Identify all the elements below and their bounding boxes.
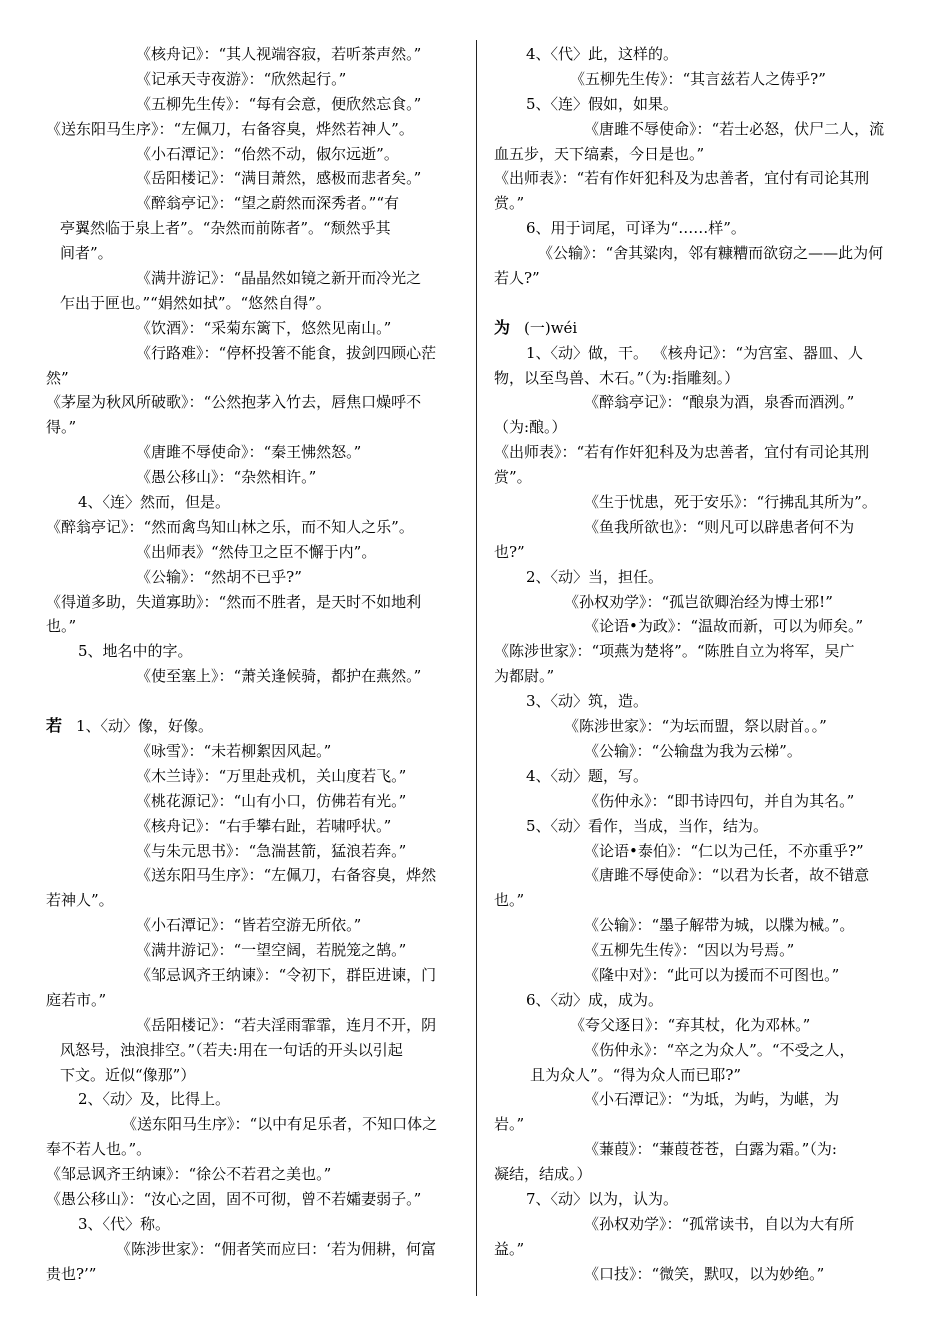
text-line xyxy=(494,739,908,764)
line-text: 若神人”。 xyxy=(46,891,114,910)
text-line xyxy=(46,988,460,1013)
text-line xyxy=(494,1237,908,1262)
line-text: 贵也?’” xyxy=(46,1264,97,1283)
line-text: 《核舟记》：“右手攀右趾，若啸呼状。” xyxy=(136,816,392,835)
line-text: 《唐雎不辱使命》：“秦王怫然怒。” xyxy=(136,443,362,462)
line-text: 也。” xyxy=(494,891,525,910)
line-text: 岩。” xyxy=(494,1115,525,1134)
text-line xyxy=(46,515,460,540)
line-text: 《小石潭记》：“为坻，为屿，为嵁，为 xyxy=(584,1090,840,1109)
text-line xyxy=(46,1038,460,1063)
line-text: 《五柳先生传》：“其言兹若人之俦乎?” xyxy=(570,69,826,88)
text-line xyxy=(46,166,460,191)
line-text: 《桃花源记》：“山有小口，仿佛若有光。” xyxy=(136,791,407,810)
text-line xyxy=(494,590,908,615)
text-line xyxy=(494,1087,908,1112)
line-text: 《咏雪》：“未若柳絮因风起。” xyxy=(136,741,332,760)
text-line xyxy=(46,92,460,117)
text-line xyxy=(46,814,460,839)
text-line xyxy=(46,789,460,814)
text-line xyxy=(494,639,908,664)
text-line xyxy=(46,67,460,92)
line-text: 也。” xyxy=(46,617,77,636)
text-line xyxy=(494,839,908,864)
text-line xyxy=(494,789,908,814)
line-text: 且为众人”。“得为众人而已耶?” xyxy=(530,1065,742,1084)
text-line xyxy=(494,913,908,938)
text-line xyxy=(494,689,908,714)
text-line xyxy=(46,639,460,664)
text-line xyxy=(494,888,908,913)
text-line xyxy=(46,266,460,291)
line-text: 《核舟记》：“其人视端容寂，若听茶声然。” xyxy=(136,45,422,63)
line-text: 7、〈动〉以为，认为。 xyxy=(526,1189,679,1208)
text-line xyxy=(494,415,908,440)
text-line xyxy=(494,142,908,167)
line-text: 3、〈代〉称。 xyxy=(78,1214,171,1233)
line-text: 4、〈代〉此，这样的。 xyxy=(526,45,679,63)
line-text: 血五步，天下缟素，今日是也。” xyxy=(494,144,705,163)
line-text: 《小石潭记》：“皆若空游无所依。” xyxy=(136,916,362,935)
text-line xyxy=(46,366,460,391)
line-text: 下文。近似“像那”） xyxy=(60,1065,196,1084)
text-line xyxy=(494,714,908,739)
line-text: 益。” xyxy=(494,1239,525,1258)
line-text: 《岳阳楼记》：“若夫淫雨霏霏，连月不开，阴 xyxy=(136,1015,437,1034)
line-text: 《伤仲永》：“即书诗四句，并自为其名。” xyxy=(584,791,855,810)
text-line xyxy=(494,814,908,839)
text-line xyxy=(46,938,460,963)
line-text: 6、〈动〉成，成为。 xyxy=(526,990,664,1009)
line-text: 《邹忌讽齐王纳谏》：“徐公不若君之美也。” xyxy=(46,1165,332,1184)
line-text: 《陈涉世家》：“为坛而盟，祭以尉首。。” xyxy=(564,717,827,736)
line-text: 《公输》：“舍其粱肉，邻有糠糟而欲窃之——此为何 xyxy=(538,244,884,263)
text-line xyxy=(46,839,460,864)
line-text: 《陈涉世家》：“项燕为楚将”。“陈胜自立为将军，吴广 xyxy=(494,642,855,661)
text-line xyxy=(46,590,460,615)
text-line xyxy=(46,291,460,316)
text-line xyxy=(46,1063,460,1088)
text-line xyxy=(494,67,908,92)
entry-heading-line xyxy=(46,714,460,739)
line-text: 《五柳先生传》：“因以为号焉。” xyxy=(584,941,795,960)
line-text: 《茅屋为秋风所破歌》：“公然抱茅入竹去，唇焦口燥呼不 xyxy=(46,393,422,412)
text-line xyxy=(494,540,908,565)
text-line xyxy=(46,1262,460,1287)
line-text: 奉不若人也。”。 xyxy=(46,1140,152,1159)
headword: 为 xyxy=(494,317,511,337)
headword: 若 xyxy=(46,716,63,736)
text-line xyxy=(46,390,460,415)
text-line xyxy=(494,1038,908,1063)
line-text: 2、〈动〉当，担任。 xyxy=(526,567,664,586)
text-line xyxy=(46,540,460,565)
line-text: 1、〈动〉做，干。 《核舟记》：“为宫室、器皿、人 xyxy=(526,343,863,362)
text-line xyxy=(46,739,460,764)
line-text: 5、〈连〉假如，如果。 xyxy=(526,94,679,113)
text-line xyxy=(46,689,460,714)
text-line xyxy=(46,664,460,689)
text-line xyxy=(494,1262,908,1287)
line-text: 乍出于匣也。”“娟然如拭”。“悠然自得”。 xyxy=(60,293,331,312)
line-text: 庭若市。” xyxy=(46,990,107,1009)
text-line xyxy=(494,1137,908,1162)
text-line xyxy=(46,117,460,142)
text-line xyxy=(494,390,908,415)
line-text: 《送东阳马生序》：“左佩刀，右备容臭，烨然 xyxy=(136,866,437,885)
line-text: 《与朱元思书》：“急湍甚箭，猛浪若奔。” xyxy=(136,841,407,860)
text-line xyxy=(494,1063,908,1088)
text-line xyxy=(494,1112,908,1137)
text-line xyxy=(494,191,908,216)
line-text: 间者”。 xyxy=(60,244,113,263)
line-text: 《愚公移山》：“杂然相许。” xyxy=(136,468,317,487)
line-text: 《醉翁亭记》：“然而禽鸟知山林之乐，而不知人之乐”。 xyxy=(46,517,414,536)
text-line xyxy=(494,241,908,266)
text-line xyxy=(46,440,460,465)
line-text: 《记承天寺夜游》：“欣然起行。” xyxy=(136,69,347,88)
line-text: 《论语•为政》：“温故而新，可以为师矣。” xyxy=(584,617,864,636)
right-column xyxy=(494,42,908,1287)
line-text: 《夸父逐日》：“弃其杖，化为邓林。” xyxy=(570,1015,811,1034)
line-text: （为:酿。） xyxy=(494,418,567,437)
text-line xyxy=(46,764,460,789)
line-text: 亭翼然临于泉上者”。“杂然而前陈者”。“颓然乎其 xyxy=(60,219,391,238)
text-line xyxy=(494,440,908,465)
text-line xyxy=(46,888,460,913)
text-line xyxy=(46,614,460,639)
text-line xyxy=(46,216,460,241)
line-text: 《孙权劝学》：“孤常读书，自以为大有所 xyxy=(584,1214,855,1233)
text-line xyxy=(494,465,908,490)
text-line xyxy=(494,366,908,391)
line-text: 《伤仲永》：“卒之为众人”。“不受之人， xyxy=(584,1040,855,1059)
line-text: 《公输》：“墨子解带为城，以牒为械。”。 xyxy=(584,916,855,935)
text-line xyxy=(494,117,908,142)
entry-heading-line xyxy=(494,316,908,341)
line-text: 《木兰诗》：“万里赴戎机，关山度若飞。” xyxy=(136,766,407,785)
line-text: 《小石潭记》：“佁然不动，俶尔远逝”。 xyxy=(136,144,399,163)
text-line xyxy=(494,863,908,888)
line-text: 《满井游记》：“晶晶然如镜之新开而冷光之 xyxy=(136,269,422,288)
line-text: 《使至塞上》：“萧关逢候骑，都护在燕然。” xyxy=(136,667,422,686)
text-line xyxy=(494,988,908,1013)
line-text: 《蒹葭》：“蒹葭苍苍，白露为霜。”（为: xyxy=(584,1140,837,1159)
line-text: 《醉翁亭记》：“望之蔚然而深秀者。”“有 xyxy=(136,194,400,213)
line-text: 《岳阳楼记》：“满目萧然，感极而悲者矣。” xyxy=(136,169,422,188)
line-text: 然” xyxy=(46,368,69,387)
text-line xyxy=(46,565,460,590)
line-text: 物，以至鸟兽、木石。”（为:指雕刻。） xyxy=(494,368,740,387)
line-text: 凝结，结成。） xyxy=(494,1165,592,1184)
line-text: 《五柳先生传》：“每有会意，便欣然忘食。” xyxy=(136,94,422,113)
line-text: 《得道多助，失道寡助》：“然而不胜者，是天时不如地利 xyxy=(46,592,422,611)
text-line xyxy=(46,241,460,266)
line-text: 《论语•泰伯》：“仁以为己任，不亦重乎?” xyxy=(584,841,864,860)
text-line xyxy=(46,863,460,888)
line-text: 若人?” xyxy=(494,269,540,288)
line-text: 4、〈动〉题，写。 xyxy=(526,766,649,785)
text-line xyxy=(46,963,460,988)
text-line xyxy=(494,565,908,590)
text-line xyxy=(46,142,460,167)
text-line xyxy=(494,92,908,117)
line-text: 《邹忌讽齐王纳谏》：“令初下，群臣进谏，门 xyxy=(136,965,437,984)
line-text: 《出师表》：“若有作奸犯科及为忠善者，宜付有司论其刑 xyxy=(494,169,870,188)
line-text: 《愚公移山》：“汝心之固，固不可彻，曾不若孀妻弱子。” xyxy=(46,1189,422,1208)
text-line xyxy=(46,465,460,490)
line-text: 《送东阳马生序》：“以中有足乐者，不知口体之 xyxy=(122,1115,438,1134)
line-text: 《醉翁亭记》：“酿泉为酒，泉香而酒洌。” xyxy=(584,393,855,412)
line-text: 《送东阳马生序》：“左佩刀，右备容臭，烨然若神人”。 xyxy=(46,119,414,138)
text-line xyxy=(494,1162,908,1187)
line-text: 《公输》：“然胡不已乎?” xyxy=(136,567,302,586)
line-text: 《饮酒》：“采菊东篱下，悠然见南山。” xyxy=(136,318,392,337)
text-line xyxy=(46,1137,460,1162)
line-text: 《公输》：“公输盘为我为云梯”。 xyxy=(584,741,802,760)
text-line xyxy=(494,490,908,515)
text-line xyxy=(46,341,460,366)
text-line xyxy=(494,266,908,291)
line-text: 《唐雎不辱使命》：“以君为长者，故不错意 xyxy=(584,866,870,885)
text-line xyxy=(46,1162,460,1187)
text-line xyxy=(494,166,908,191)
text-line xyxy=(46,490,460,515)
line-text: (一)wéi xyxy=(524,318,578,337)
line-text: 《出师表》“然侍卫之臣不懈于内”。 xyxy=(136,542,377,561)
line-text: 3、〈动〉筑，造。 xyxy=(526,692,649,711)
text-line xyxy=(494,764,908,789)
text-line xyxy=(494,216,908,241)
line-text: 《陈涉世家》：“佣者笑而应曰：‘若为佣耕，何富 xyxy=(116,1239,436,1258)
line-text: 《孙权劝学》：“孤岂欲卿治经为博士邪!” xyxy=(564,592,833,611)
line-text: 《唐雎不辱使命》：“若士必怒，伏尸二人，流 xyxy=(584,119,885,138)
text-line xyxy=(494,664,908,689)
text-line xyxy=(494,1212,908,1237)
line-text: 赏。” xyxy=(494,194,525,213)
line-text: 《满井游记》：“一望空阔，若脱笼之鹄。” xyxy=(136,941,407,960)
text-line xyxy=(46,191,460,216)
line-text: 《行路难》：“停杯投箸不能食，拔剑四顾心茫 xyxy=(136,343,437,362)
text-line xyxy=(46,1187,460,1212)
text-line xyxy=(46,1013,460,1038)
text-line xyxy=(494,963,908,988)
line-text: 5、〈动〉看作，当成，当作，结为。 xyxy=(526,816,769,835)
text-line xyxy=(46,415,460,440)
text-line xyxy=(494,614,908,639)
line-text: 1、〈动〉像，好像。 xyxy=(76,717,214,736)
text-line xyxy=(46,316,460,341)
line-text: 《隆中对》：“此可以为援而不可图也。” xyxy=(584,965,840,984)
left-column xyxy=(46,42,460,1287)
text-line xyxy=(46,1087,460,1112)
line-text: 《出师表》：“若有作奸犯科及为忠善者，宜付有司论其刑 xyxy=(494,443,870,462)
line-text: 赏”。 xyxy=(494,468,532,487)
text-line xyxy=(494,341,908,366)
line-text: 5、地名中的字。 xyxy=(78,642,193,661)
text-line xyxy=(494,1187,908,1212)
text-line xyxy=(494,1013,908,1038)
line-text: 2、〈动〉及，比得上。 xyxy=(78,1090,231,1109)
line-text: 也?” xyxy=(494,542,525,561)
text-line xyxy=(494,42,908,67)
line-text: 《鱼我所欲也》：“则凡可以辟患者何不为 xyxy=(584,517,855,536)
line-text: 为都尉。” xyxy=(494,667,555,686)
text-line xyxy=(46,1112,460,1137)
line-text: 4、〈连〉然而，但是。 xyxy=(78,493,231,512)
text-line xyxy=(46,1237,460,1262)
line-text: 《口技》：“微笑，默叹，以为妙绝。” xyxy=(584,1264,825,1283)
text-line xyxy=(46,42,460,67)
text-line xyxy=(494,515,908,540)
text-line xyxy=(46,1212,460,1237)
text-line xyxy=(494,938,908,963)
line-text: 《生于忧患，死于安乐》：“行拂乱其所为”。 xyxy=(584,493,877,512)
line-text: 6、用于词尾，可译为“……样”。 xyxy=(526,219,746,238)
line-text: 风怒号，浊浪排空。”（若夫:用在一句话的开头以引起 xyxy=(60,1040,403,1059)
text-line xyxy=(494,291,908,316)
column-divider xyxy=(476,40,477,1296)
text-line xyxy=(46,913,460,938)
line-text: 得。” xyxy=(46,418,77,437)
